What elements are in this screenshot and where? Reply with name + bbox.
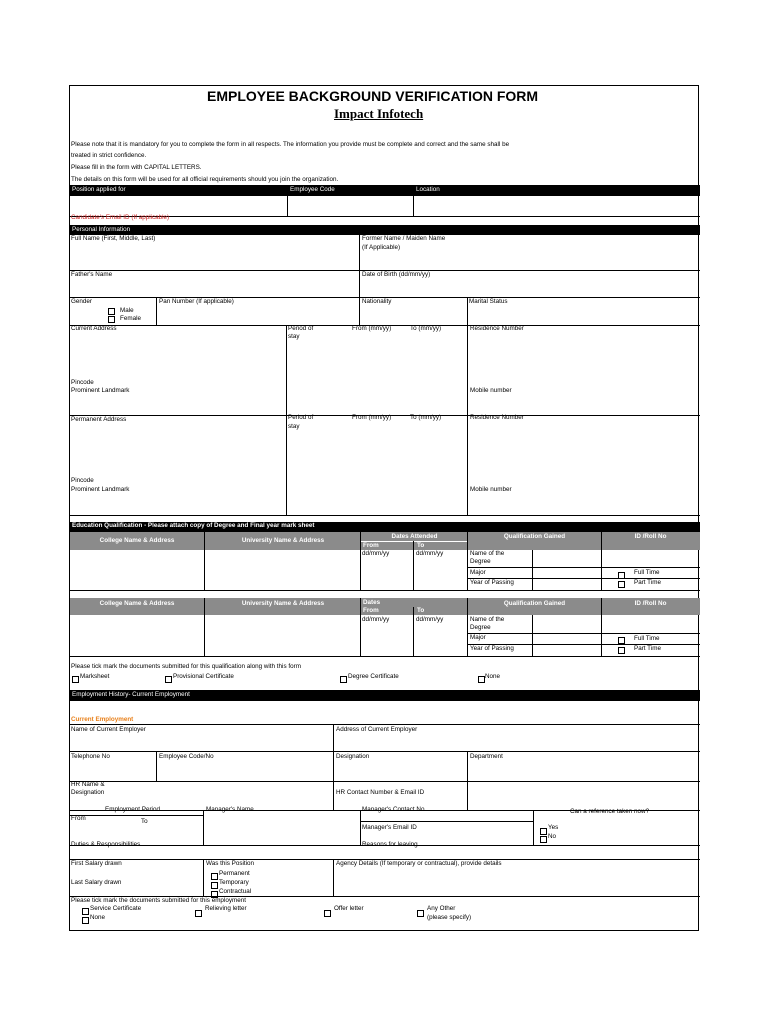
note-line-2: treated in strict confidence. xyxy=(71,152,147,159)
emp-none-label: None xyxy=(90,914,106,921)
current-pincode-label: Pincode xyxy=(71,379,94,386)
year-passing-label-2: Year of Passing xyxy=(470,645,514,652)
offer-label: Offer letter xyxy=(334,905,364,912)
dob-label: Date of Birth (dd/mm/yy) xyxy=(362,271,431,278)
part-time-label-2: Part Time xyxy=(634,645,661,652)
provisional-label: Provisional Certificate xyxy=(173,673,234,680)
note-line-3: Please fill in the form with CAPITAL LETTERS. xyxy=(71,164,202,171)
emp-code-label: Employee Code/No xyxy=(159,753,214,760)
gender-label: Gender xyxy=(71,298,93,305)
permanent-label: Permanent xyxy=(219,870,250,877)
college-header-2: College Name & Address xyxy=(99,600,175,607)
date-fmt-from-2: dd/mm/yy xyxy=(362,616,390,623)
permanent-stay-label: stay xyxy=(288,423,300,430)
hr-designation-label: Designation xyxy=(71,789,105,796)
qualification-header-2: Qualification Gained xyxy=(503,600,566,607)
education-section-label: Education Qualification - Please attach copy of Degree and Final year mark sheet xyxy=(72,522,315,529)
period-of-label: Period of xyxy=(288,325,314,332)
from-header-1: From xyxy=(363,542,379,549)
reference-yes-label: Yes xyxy=(548,824,559,831)
location-label: Location xyxy=(416,186,440,193)
degree-cert-label: Degree Certificate xyxy=(348,673,399,680)
to-header-1: To xyxy=(417,542,425,549)
current-from-label: From (mm/yy) xyxy=(352,325,392,332)
personal-section-label: Personal Information xyxy=(72,226,131,233)
current-residence-label: Residence Number xyxy=(470,325,524,332)
permanent-residence-label: Residence Number xyxy=(470,414,524,421)
service-cert-label: Service Certificate xyxy=(90,905,142,912)
permanent-from-label: From (mm/yy) xyxy=(352,414,392,421)
reasons-label: Reasons for leaving xyxy=(362,841,418,848)
emp-to-label: To xyxy=(141,818,148,825)
department-label: Department xyxy=(470,753,503,760)
current-landmark-label: Prominent Landmark xyxy=(71,387,130,394)
male-label: Male xyxy=(120,307,134,314)
year-passing-label-1: Year of Passing xyxy=(470,579,514,586)
major-label-1: Major xyxy=(470,569,486,576)
full-time-label-1: Full Time xyxy=(634,569,660,576)
duties-label: Duties & Responsibilities xyxy=(71,841,141,848)
position-header-bar xyxy=(70,185,700,196)
permanent-to-label: To (mm/yy) xyxy=(410,414,442,421)
date-fmt-to-2: dd/mm/yy xyxy=(416,616,444,623)
permanent-mobile-label: Mobile number xyxy=(470,486,512,493)
fathers-name-label: Father's Name xyxy=(71,271,113,278)
permanent-pincode-label: Pincode xyxy=(71,477,94,484)
college-header-1: College Name & Address xyxy=(99,537,175,544)
temporary-checkbox[interactable] xyxy=(211,882,218,889)
employment-section-label: Employment History- Current Employment xyxy=(72,691,190,698)
reference-yes-checkbox[interactable] xyxy=(540,828,547,835)
agency-label: Agency Details (If temporary or contractual), provide details xyxy=(336,860,502,867)
name-of-degree-label-1: Name of the xyxy=(470,550,505,557)
current-to-label: To (mm/yy) xyxy=(410,325,442,332)
employer-name-label: Name of Current Employer xyxy=(71,726,146,733)
note-line-1: Please note that it is mandatory for you to complete the form in all respects. The information you provide must be complete and correct and the same shall be xyxy=(71,141,510,148)
temporary-label: Temporary xyxy=(219,879,249,886)
marksheet-label: Marksheet xyxy=(80,673,110,680)
id-roll-header-2: ID /Roll No xyxy=(634,600,667,607)
qualification-header-1: Qualification Gained xyxy=(503,533,566,540)
degree-label-2: Degree xyxy=(470,624,491,631)
position-applied-label: Position applied for xyxy=(72,186,126,193)
verification-form xyxy=(69,85,699,931)
nationality-label: Nationality xyxy=(362,298,392,305)
employment-period-label: Employment Period xyxy=(105,806,160,813)
major-label-2: Major xyxy=(470,634,486,641)
email-label: Candidate's Email ID (If applicable) xyxy=(71,214,170,221)
reference-no-checkbox[interactable] xyxy=(540,836,547,843)
managers-email-label: Manager's Email ID xyxy=(362,824,417,831)
qualification-docs-prompt: Please tick mark the documents submitted for this qualification along with this form xyxy=(71,663,301,670)
was-position-label: Was this Position xyxy=(206,860,255,867)
dates-attended-header: Dates Attended xyxy=(391,533,438,540)
note-line-4: The details on this form will be used for all official requirements should you join the organization. xyxy=(71,176,339,183)
marksheet-checkbox[interactable] xyxy=(72,676,79,683)
date-fmt-from-1: dd/mm/yy xyxy=(362,550,390,557)
stay-label: stay xyxy=(288,333,300,340)
employee-code-label: Employee Code xyxy=(290,186,335,193)
date-fmt-to-1: dd/mm/yy xyxy=(416,550,444,557)
permanent-period-label: Period of xyxy=(288,414,314,421)
telephone-label: Telephone No xyxy=(71,753,110,760)
relieving-checkbox[interactable] xyxy=(195,910,202,917)
company-name: Impact Infotech xyxy=(334,106,424,121)
permanent-checkbox[interactable] xyxy=(211,873,218,880)
pan-label: Pan Number (If applicable) xyxy=(159,298,234,305)
from-header-2: From xyxy=(363,607,379,614)
please-specify-label: (please specify) xyxy=(427,914,472,921)
university-header-2: University Name & Address xyxy=(241,600,325,607)
degree-label-1: Degree xyxy=(470,558,491,565)
reference-question: Can a reference taken now? xyxy=(570,808,650,815)
any-other-checkbox[interactable] xyxy=(417,910,424,917)
edu-none-label: None xyxy=(485,673,501,680)
part-time-label-1: Part Time xyxy=(634,579,661,586)
if-applicable-label: (If Applicable) xyxy=(362,244,401,251)
female-label: Female xyxy=(120,315,141,322)
male-checkbox[interactable] xyxy=(108,308,115,315)
current-address-label: Current Address xyxy=(71,325,117,332)
personal-header-bar xyxy=(70,225,700,235)
full-time-checkbox-2[interactable] xyxy=(618,637,625,644)
full-time-label-2: Full Time xyxy=(634,635,660,642)
part-time-checkbox-2[interactable] xyxy=(618,647,625,654)
service-cert-checkbox[interactable] xyxy=(82,908,89,915)
full-name-label: Full Name (First, Middle, Last) xyxy=(71,235,156,242)
employer-address-label: Address of Current Employer xyxy=(336,726,418,733)
relieving-label: Relieving letter xyxy=(205,905,247,912)
managers-contact-label: Manager's Contact No xyxy=(362,806,425,813)
contractual-label: Contractual xyxy=(219,888,252,895)
form-title: EMPLOYEE BACKGROUND VERIFICATION FORM xyxy=(207,88,539,104)
emp-none-checkbox[interactable] xyxy=(82,917,89,924)
part-time-checkbox-1[interactable] xyxy=(618,581,625,588)
id-roll-header-1: ID /Roll No xyxy=(634,533,667,540)
hr-contact-label: HR Contact Number & Email ID xyxy=(336,789,425,796)
current-employment-label: Current Employment xyxy=(71,716,134,723)
permanent-landmark-label: Prominent Landmark xyxy=(71,486,130,493)
managers-name-label: Manager's Name xyxy=(206,806,254,813)
university-header-1: University Name & Address xyxy=(241,537,325,544)
former-name-label: Former Name / Maiden Name xyxy=(362,235,446,242)
first-salary-label: First Salary drawn xyxy=(71,860,122,867)
current-mobile-label: Mobile number xyxy=(470,387,512,394)
edu-none-checkbox[interactable] xyxy=(478,676,485,683)
provisional-checkbox[interactable] xyxy=(165,676,172,683)
emp-from-label: From xyxy=(71,815,86,822)
any-other-label: Any Other xyxy=(427,905,456,912)
to-header-2: To xyxy=(417,607,425,614)
marital-label: Marital Status xyxy=(469,298,508,305)
permanent-address-label: Permanent Address xyxy=(71,416,127,423)
reference-no-label: No xyxy=(548,833,557,840)
designation-label: Designation xyxy=(336,753,370,760)
name-of-degree-label-2: Name of the xyxy=(470,616,505,623)
dates-header-2: Dates xyxy=(363,599,381,606)
employment-docs-prompt: Please tick mark the documents submitted for this employment xyxy=(71,897,246,904)
hr-name-label: HR Name & xyxy=(71,781,105,788)
degree-cert-checkbox[interactable] xyxy=(340,676,347,683)
offer-checkbox[interactable] xyxy=(324,910,331,917)
female-checkbox[interactable] xyxy=(108,316,115,323)
last-salary-label: Last Salary drawn xyxy=(71,879,122,886)
